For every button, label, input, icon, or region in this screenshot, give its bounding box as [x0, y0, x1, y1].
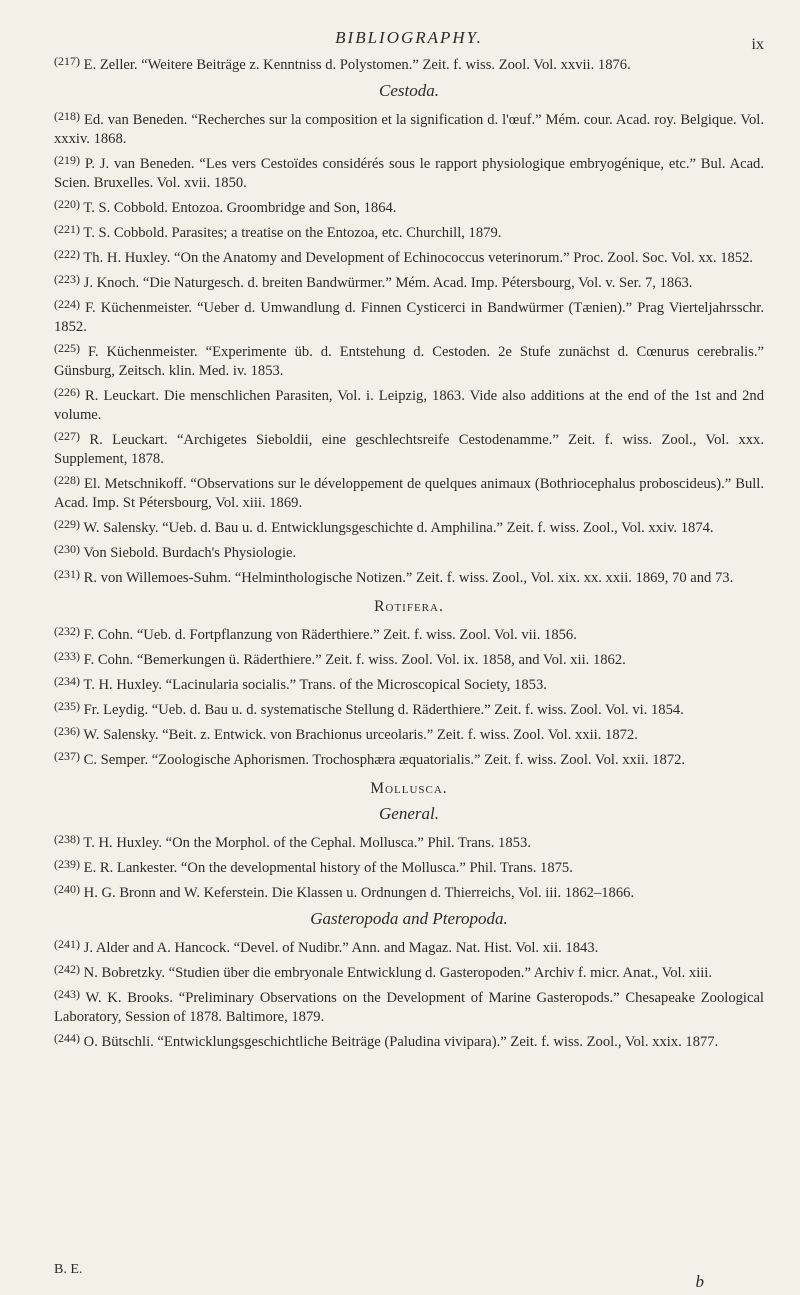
bibliography-entry [54, 295, 764, 337]
entry-number: (243) [54, 987, 80, 1001]
entry-number: (224) [54, 297, 80, 311]
entry-number: (221) [54, 222, 80, 236]
subsection-heading: General. [379, 804, 439, 823]
page-number: ix [751, 36, 764, 53]
bibliography-entry [54, 339, 764, 381]
entry-number: (228) [54, 473, 80, 487]
entry-number: (239) [54, 857, 80, 871]
intro-entries [54, 52, 764, 75]
entry-number: (236) [54, 724, 80, 738]
bibliography-entry [54, 985, 764, 1027]
bibliography-entry [54, 220, 764, 243]
entry-text: Ed. van Beneden. “Recherches sur la composition et la signification d. l'œuf.” Mém. cour. Acad. roy. Belgique. Vol. xxxiv. 1868. [54, 112, 764, 147]
bibliography-entry [54, 107, 764, 149]
entry-number: (237) [54, 749, 80, 763]
entry-text: F. Küchenmeister. “Ueber d. Umwandlung d. Finnen Cysticerci in Bandwürmer (Tænien).” Prag Vierteljahrsschr. 1852. [54, 300, 765, 335]
entry-number: (235) [54, 699, 80, 713]
entry-text: T. S. Cobbold. Parasites; a treatise on the Entozoa, etc. Churchill, 1879. [83, 225, 502, 241]
entry-text: El. Metschnikoff. “Observations sur le développement de quelques animaux (Bothriocephalus proboscideus).” Bull. Acad. Imp. St Pétersbourg, Vol. xiii. 1869. [54, 476, 764, 511]
bibliography-entry [54, 1029, 764, 1052]
bibliography-entry [54, 52, 764, 75]
entry-text: T. H. Huxley. “Lacinularia socialis.” Trans. of the Microscopical Society, 1853. [83, 677, 547, 693]
bibliography-entry [54, 427, 764, 469]
section-heading: Rotifera. [374, 598, 444, 615]
entry-text: J. Alder and A. Hancock. “Devel. of Nudibr.” Ann. and Magaz. Nat. Hist. Vol. xii. 1843. [83, 940, 599, 956]
subsection-heading: Gasteropoda and Pteropoda. [310, 909, 508, 928]
entry-number: (240) [54, 882, 80, 896]
entry-number: (230) [54, 542, 80, 556]
entry-text: E. R. Lankester. “On the developmental history of the Mollusca.” Phil. Trans. 1875. [83, 860, 573, 876]
bibliography-entry [54, 270, 764, 293]
entry-number: (241) [54, 937, 80, 951]
bibliography-entry [54, 647, 764, 670]
entry-number: (234) [54, 674, 80, 688]
entry-text: T. H. Huxley. “On the Morphol. of the Cephal. Mollusca.” Phil. Trans. 1853. [83, 835, 531, 851]
running-title: BIBLIOGRAPHY. [335, 28, 483, 47]
entry-number: (238) [54, 832, 80, 846]
entry-number: (231) [54, 567, 80, 581]
entry-number: (229) [54, 517, 80, 531]
subsection-heading: Cestoda. [379, 81, 439, 100]
entry-number: (225) [54, 341, 80, 355]
entry-text: Fr. Leydig. “Ueb. d. Bau u. d. systematische Stellung d. Räderthiere.” Zeit. f. wiss. Zool. Vol. vi. 1854. [83, 702, 684, 718]
signature-mark: B. E. [54, 1262, 83, 1277]
entry-text: W. Salensky. “Ueb. d. Bau u. d. Entwicklungsgeschichte d. Amphilina.” Zeit. f. wiss. Zool., Vol. xxiv. 1874. [83, 520, 714, 536]
entry-number: (233) [54, 649, 80, 663]
bibliography-entry [54, 540, 764, 563]
entry-text: R. Leuckart. Die menschlichen Parasiten, Vol. i. Leipzig, 1863. Vide also additions at the end of the 1st and 2nd volume. [54, 388, 764, 423]
bibliography-entry [54, 960, 764, 983]
bibliography-entry [54, 515, 764, 538]
bibliography-sections [54, 81, 764, 1052]
bibliography-entry [54, 880, 764, 903]
entry-text: O. Bütschli. “Entwicklungsgeschichtliche Beiträge (Paludina vivipara).” Zeit. f. wiss. Zool., Vol. xxix. 1877. [83, 1034, 719, 1050]
entry-text: R. Leuckart. “Archigetes Sieboldii, eine geschlechtsreife Cestodenamme.” Zeit. f. wiss. Zool., Vol. xxx. Supplement, 1878. [54, 432, 764, 467]
entry-text: J. Knoch. “Die Naturgesch. d. breiten Bandwürmer.” Mém. Acad. Imp. Pétersbourg, Vol. v. Ser. 7, 1863. [83, 275, 693, 291]
entry-text: W. Salensky. “Beit. z. Entwick. von Brachionus urceolaris.” Zeit. f. wiss. Zool. Vol. xxii. 1872. [83, 727, 638, 743]
entry-number: (227) [54, 429, 80, 443]
entry-text: P. J. van Beneden. “Les vers Cestoïdes considérés sous le rapport physiologique embryogénique, etc.” Bul. Acad. Scien. Bruxelles. Vol. xvii. 1850. [54, 156, 765, 191]
entry-number: (220) [54, 197, 80, 211]
entry-text: F. Cohn. “Bemerkungen ü. Räderthiere.” Zeit. f. wiss. Zool. Vol. ix. 1858, and Vol. xii. 1862. [83, 652, 626, 668]
bibliography-entry [54, 855, 764, 878]
bibliography-entry [54, 935, 764, 958]
bibliography-entry [54, 565, 764, 588]
entry-number: (223) [54, 272, 80, 286]
bibliography-entry [54, 383, 764, 425]
entry-number: (226) [54, 385, 80, 399]
entry-number: (232) [54, 624, 80, 638]
entry-number: (222) [54, 247, 80, 261]
entry-text: E. Zeller. “Weitere Beiträge z. Kenntniss d. Polystomen.” Zeit. f. wiss. Zool. Vol. xxvii. 1876. [83, 57, 631, 73]
entry-text: W. K. Brooks. “Preliminary Observations on the Development of Marine Gasteropods.” Chesapeake Zoological Laboratory, Session of 1878. Baltimore, 1879. [54, 990, 764, 1025]
bibliography-entry [54, 830, 764, 853]
entry-number: (219) [54, 153, 80, 167]
entry-text: F. Küchenmeister. “Experimente üb. d. Entstehung d. Cestoden. 2e Stufe zunächst d. Cœnurus cerebralis.” Günsburg, Zeitsch. klin. Med. iv. 1853. [54, 344, 764, 379]
section-heading: Mollusca. [370, 780, 448, 797]
entry-text: N. Bobretzky. “Studien über die embryonale Entwicklung d. Gasteropoden.” Archiv f. micr. Anat., Vol. xiii. [83, 965, 713, 981]
bibliography-entry [54, 747, 764, 770]
bibliography-entry [54, 722, 764, 745]
entry-text: T. S. Cobbold. Entozoa. Groombridge and Son, 1864. [83, 200, 397, 216]
entry-text: Th. H. Huxley. “On the Anatomy and Development of Echinococcus veterinorum.” Proc. Zool. Soc. Vol. xx. 1852. [83, 250, 754, 266]
entry-number: (242) [54, 962, 80, 976]
bibliography-entry [54, 245, 764, 268]
entry-text: R. von Willemoes-Suhm. “Helminthologische Notizen.” Zeit. f. wiss. Zool., Vol. xix. xx. xxii. 1869, 70 and 73. [83, 570, 734, 586]
bibliography-entry [54, 195, 764, 218]
entry-number: (244) [54, 1031, 80, 1045]
entry-text: Von Siebold. Burdach's Physiologie. [83, 545, 297, 561]
signature-letter: b [695, 1272, 704, 1291]
bibliography-entry [54, 151, 764, 193]
entry-text: C. Semper. “Zoologische Aphorismen. Trochosphæra æquatorialis.” Zeit. f. wiss. Zool. Vol. xxii. 1872. [83, 752, 686, 768]
entry-text: F. Cohn. “Ueb. d. Fortpflanzung von Räderthiere.” Zeit. f. wiss. Zool. Vol. vii. 1856. [83, 627, 577, 643]
running-head [54, 14, 764, 52]
bibliography-entry [54, 471, 764, 513]
bibliography-entry [54, 697, 764, 720]
bibliography-entry [54, 622, 764, 645]
bibliography-entry [54, 672, 764, 695]
entry-number: (218) [54, 109, 80, 123]
entry-number: (217) [54, 54, 80, 68]
entry-text: H. G. Bronn and W. Keferstein. Die Klassen u. Ordnungen d. Thierreichs, Vol. iii. 1862–1866. [83, 885, 635, 901]
